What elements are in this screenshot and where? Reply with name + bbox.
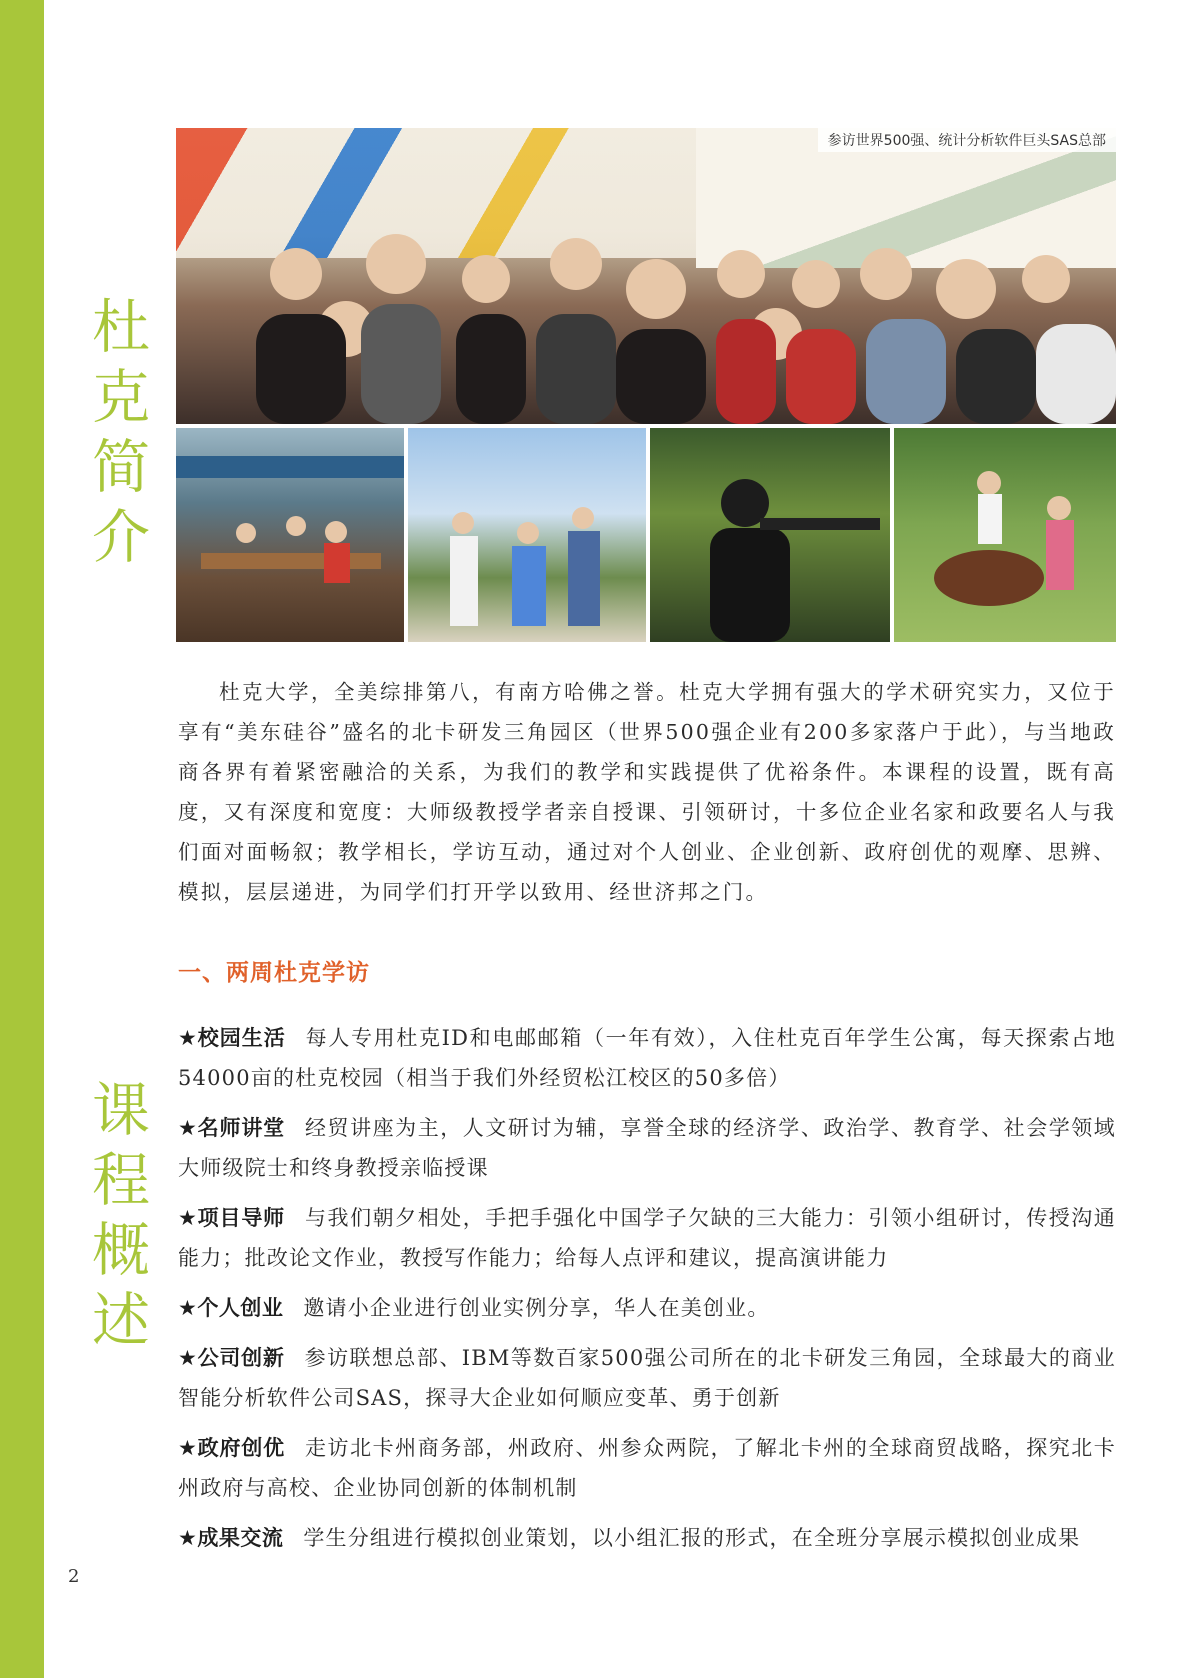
- list-item: [178, 1198, 1116, 1278]
- intro-paragraph: [178, 672, 1116, 912]
- list-item: [178, 1428, 1116, 1508]
- list-item: [178, 1018, 1116, 1098]
- shooting-illustration: [650, 428, 890, 642]
- title-char: 课: [91, 1076, 150, 1144]
- photo-campus-visit: [408, 428, 646, 642]
- item-label: ★政府创优: [178, 1436, 286, 1460]
- title-char: 简: [91, 433, 150, 501]
- item-text: 每人专用杜克ID和电邮邮箱（一年有效），入住杜克百年学生公寓，每天探索占地54000亩的杜克校园（相当于我们外经贸松江校区的50多倍）: [178, 1026, 1116, 1090]
- photo-shooting-range: [650, 428, 890, 642]
- horse-riding-illustration: [894, 428, 1116, 642]
- item-text: 与我们朝夕相处，手把手强化中国学子欠缺的三大能力：引领小组研讨，传授沟通能力；批改论文作业，教授写作能力；给每人点评和建议，提高演讲能力: [178, 1206, 1116, 1270]
- list-item: [178, 1338, 1116, 1418]
- section-title-duke-intro: [86, 292, 156, 572]
- title-char: 杜: [91, 293, 150, 361]
- title-char: 述: [91, 1286, 150, 1354]
- list-item: [178, 1288, 1116, 1328]
- hero-group-photo: [176, 128, 1116, 424]
- title-char: 概: [91, 1216, 150, 1284]
- item-label: ★名师讲堂: [178, 1116, 286, 1140]
- section-heading: 一、两周杜克学访: [178, 960, 370, 986]
- photo-pavilion-gathering: [176, 428, 404, 642]
- item-label: ★公司创新: [178, 1346, 285, 1370]
- item-label: ★校园生活: [178, 1026, 286, 1050]
- list-item: [178, 1518, 1116, 1558]
- section-title-course-overview: [86, 1075, 156, 1355]
- sidebar-accent-bar: [0, 0, 44, 1678]
- hero-photo-caption: 参访世界500强、统计分析软件巨头SAS总部: [818, 128, 1116, 152]
- intro-text: 杜克大学，全美综排第八，有南方哈佛之誉。杜克大学拥有强大的学术研究实力，又位于享有“美东硅谷”盛名的北卡研发三角园区（世界500强企业有200多家落户于此），与当地政商各界有着紧密融洽的关系，为我们的教学和实践提供了优裕条件。本课程的设置，既有高度，又有深度和宽度：大师级教授学者亲自授课、引领研讨，十多位企业名家和政要名人与我们面对面畅叙；教学相长，学访互动，通过对个人创业、企业创新、政府创优的观摩、思辨、模拟，层层递进，为同学们打开学以致用、经世济邦之门。: [178, 680, 1116, 904]
- item-text: 经贸讲座为主，人文研讨为辅，享誉全球的经济学、政治学、教育学、社会学领域大师级院士和终身教授亲临授课: [178, 1116, 1116, 1180]
- photo-horse-riding: [894, 428, 1116, 642]
- item-text: 学生分组进行模拟创业策划，以小组汇报的形式，在全班分享展示模拟创业成果: [303, 1526, 1081, 1550]
- list-item: [178, 1108, 1116, 1188]
- item-text: 邀请小企业进行创业实例分享，华人在美创业。: [303, 1296, 770, 1320]
- title-char: 程: [91, 1146, 150, 1214]
- pavilion-illustration: [176, 428, 404, 642]
- campus-visit-illustration: [408, 428, 646, 642]
- activity-photo-strip: [176, 428, 1116, 642]
- item-label: ★个人创业: [178, 1296, 284, 1320]
- program-item-list: [178, 1018, 1116, 1568]
- group-crowd-illustration: [176, 234, 1116, 424]
- item-label: ★项目导师: [178, 1206, 286, 1230]
- title-char: 克: [91, 363, 150, 431]
- item-label: ★成果交流: [178, 1526, 284, 1550]
- title-char: 介: [91, 503, 150, 571]
- page-number: 2: [68, 1566, 80, 1587]
- item-text: 参访联想总部、IBM等数百家500强公司所在的北卡研发三角园，全球最大的商业智能分析软件公司SAS，探寻大企业如何顺应变革、勇于创新: [178, 1346, 1116, 1410]
- item-text: 走访北卡州商务部，州政府、州参众两院，了解北卡州的全球商贸战略，探究北卡州政府与高校、企业协同创新的体制机制: [178, 1436, 1116, 1500]
